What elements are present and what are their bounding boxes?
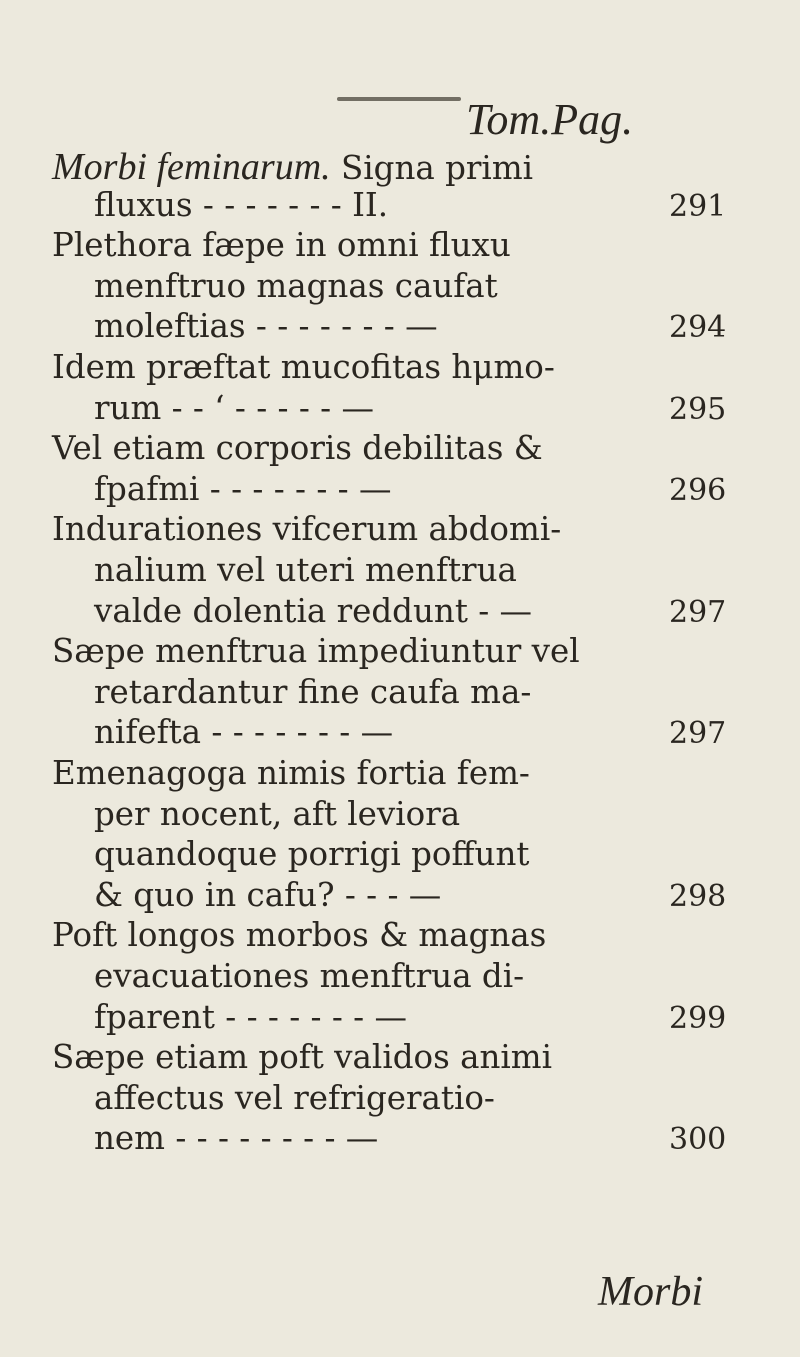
entry-line <box>52 1038 553 1077</box>
page-number: 291 <box>669 188 727 224</box>
entry-text: moleftias - - - - - - - — <box>94 307 438 346</box>
entry-line <box>94 713 394 752</box>
ornamental-rule <box>337 97 461 101</box>
page-number: 298 <box>669 878 727 914</box>
page-number: 294 <box>669 310 727 346</box>
entry-text: Signa primi <box>330 149 534 187</box>
entry-text: menftruo magnas caufat <box>94 266 498 305</box>
entry-text: & quo in cafu? - - - — <box>94 875 442 914</box>
page-number: 299 <box>669 1000 727 1036</box>
entry-text: Plethora fæpe in omni fluxu <box>52 226 511 265</box>
entry-text: quandoque porrigi poffunt <box>94 835 530 874</box>
entry-text: valde dolentia reddunt - — <box>94 591 533 630</box>
entry-line <box>52 632 580 671</box>
entry-line <box>52 510 562 549</box>
entry-text: Emenagoga nimis fortia fem- <box>52 754 530 792</box>
page-number: 300 <box>669 1122 727 1158</box>
page-number: 295 <box>669 391 727 427</box>
entry-line <box>94 1078 495 1117</box>
entry-line <box>94 997 407 1036</box>
entry-text: rum - - ‘ - - - - - — <box>94 388 374 427</box>
entry-text: Indurationes vifcerum abdomi- <box>52 510 562 549</box>
entry-text: per nocent, aft leviora <box>94 794 461 833</box>
entry-text: fparent - - - - - - - — <box>94 997 407 1036</box>
entry-line <box>94 794 461 833</box>
entry-line <box>52 429 543 468</box>
page-number: 297 <box>669 594 727 630</box>
entry-text: nem - - - - - - - - — <box>94 1119 379 1158</box>
page-number: 297 <box>669 716 727 752</box>
entry-text: Poft longos morbos & magnas <box>52 916 547 955</box>
entry-text: retardantur fine caufa ma- <box>94 672 532 711</box>
entry-line <box>94 469 392 508</box>
entry-text: nalium vel uteri menftrua <box>94 551 517 589</box>
entry-line <box>94 875 442 914</box>
entry-text: Vel etiam corporis debilitas & <box>52 429 543 468</box>
section-title: Morbi feminarum. <box>52 146 331 188</box>
entry-line <box>94 957 525 995</box>
entry-line <box>94 672 532 711</box>
entry-line <box>52 226 511 265</box>
entry-line <box>94 1119 379 1158</box>
column-header: Tom.Pag. <box>466 95 634 144</box>
entry-text: fluxus - - - - - - - II. <box>94 185 389 224</box>
entry-line <box>94 185 389 224</box>
entry-line <box>94 266 498 305</box>
entry-line <box>52 148 533 186</box>
entry-line <box>94 388 374 427</box>
entry-text: nifefta - - - - - - - — <box>94 713 394 752</box>
entry-text: fpafmi - - - - - - - — <box>94 469 392 508</box>
entry-line <box>94 591 533 630</box>
entry-text: Sæpe menftrua impediuntur vel <box>52 632 580 671</box>
page-number: 296 <box>669 472 727 508</box>
entry-text: Idem præftat mucofitas hμmo- <box>52 348 555 386</box>
entry-text: Sæpe etiam poft validos animi <box>52 1038 553 1077</box>
catchword: Morbi <box>598 1269 703 1315</box>
entry-line <box>52 754 530 792</box>
entry-line <box>94 551 517 589</box>
entry-text: affectus vel refrigeratio- <box>94 1078 495 1117</box>
entry-line <box>52 348 555 386</box>
entry-text: evacuationes menftrua di- <box>94 957 525 995</box>
entry-line <box>52 916 547 955</box>
entry-line <box>94 307 438 346</box>
entry-line <box>94 835 530 874</box>
